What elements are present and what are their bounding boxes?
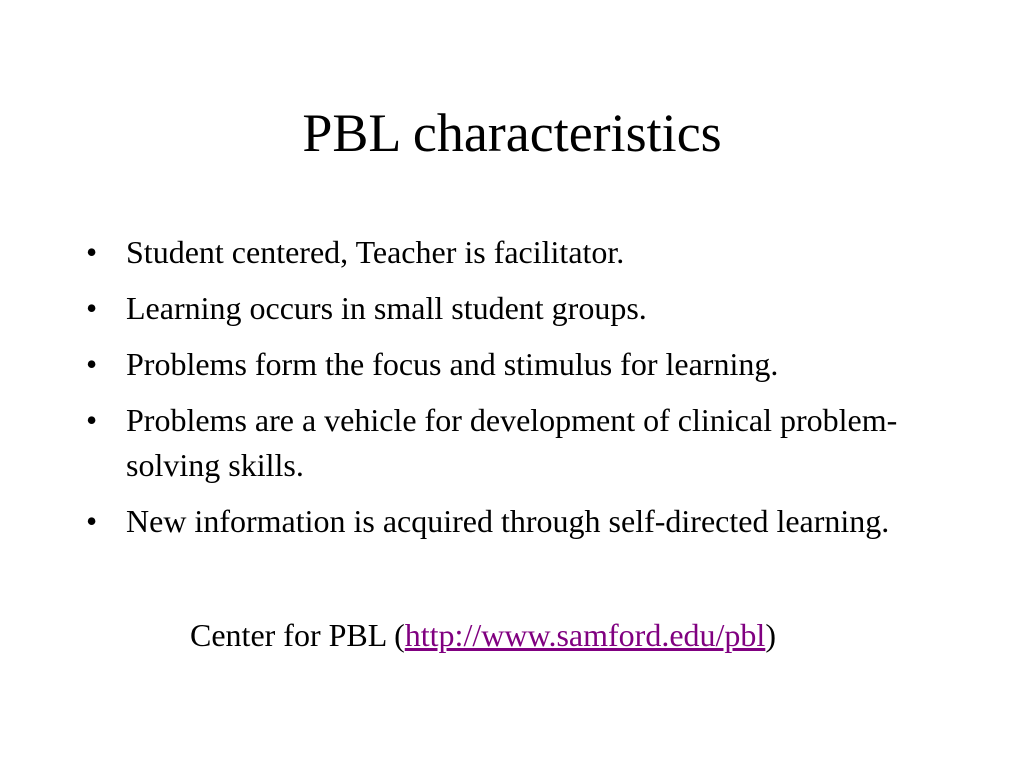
slide-title: PBL characteristics: [302, 103, 722, 163]
bullet-text: Learning occurs in small student groups.: [126, 290, 647, 326]
bullet-icon: •: [86, 290, 98, 326]
bullet-icon: •: [86, 346, 98, 382]
bullet-icon: •: [86, 234, 98, 270]
bullet-list: [86, 230, 966, 555]
credit-suffix: ): [765, 617, 776, 653]
list-item: [86, 230, 966, 275]
bullet-text: Problems are a vehicle for development of clinical problem-solving skills.: [126, 402, 898, 483]
source-credit: [190, 613, 776, 658]
bullet-text: Student centered, Teacher is facilitator.: [126, 234, 625, 270]
bullet-icon: •: [86, 402, 98, 438]
bullet-text: New information is acquired through self-directed learning.: [126, 503, 890, 539]
bullet-icon: •: [86, 503, 98, 539]
list-item: [86, 398, 966, 488]
list-item: [86, 286, 966, 331]
credit-prefix: Center for PBL (: [190, 617, 405, 653]
list-item: [86, 499, 966, 544]
bullet-text: Problems form the focus and stimulus for learning.: [126, 346, 779, 382]
source-link[interactable]: http://www.samford.edu/pbl: [404, 617, 766, 653]
list-item: [86, 342, 966, 387]
